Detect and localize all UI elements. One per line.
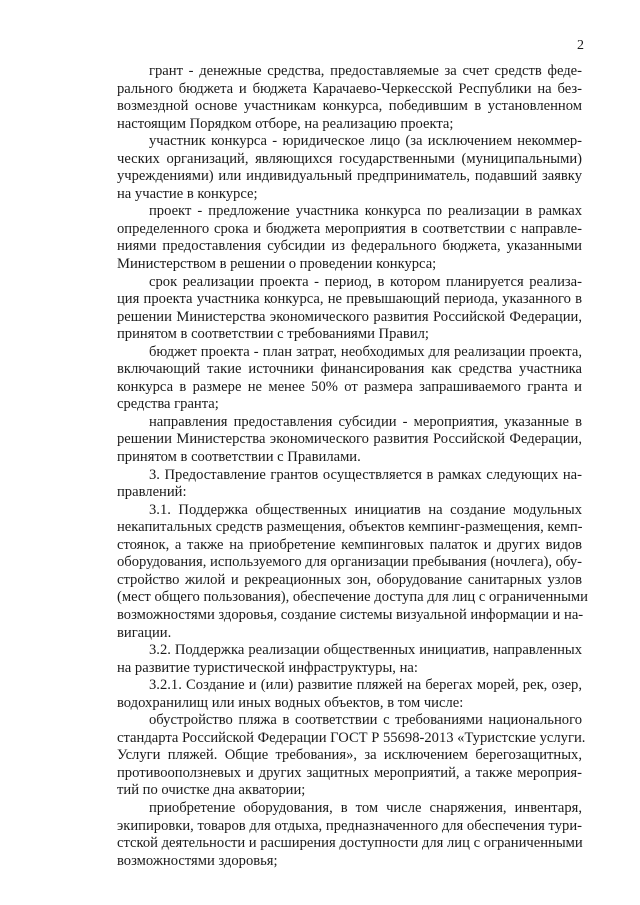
text-line: бюджет проекта - план затрат, необходимых для реализации проекта, — [149, 343, 582, 360]
paragraph — [117, 712, 586, 800]
text-line: принятом в соответствии с требованиями Правил; — [117, 326, 429, 343]
text-line: обустройство пляжа в соответствии с требованиями национального — [149, 712, 582, 729]
text-line: направления предоставления субсидии - мероприятия, указанные в — [149, 413, 582, 430]
text-line: решении Министерства экономического развития Российской Федерации, — [117, 431, 582, 448]
text-line: возмездной основе участникам конкурса, победившим в установленном — [117, 98, 582, 115]
text-line: водохранилищ или иных водных объектов, в том числе: — [117, 694, 464, 711]
text-line: на участие в конкурсе; — [117, 185, 258, 202]
text-line: экипировки, товаров для отдыха, предназначенного для обеспечения тури- — [117, 817, 582, 834]
text-line: 3. Предоставление грантов осуществляется в рамках следующих на- — [149, 466, 582, 483]
text-line: вигации. — [117, 624, 172, 641]
text-line: настоящим Порядком отборе, на реализацию проекта; — [117, 115, 454, 132]
text-line: учреждениями) или индивидуальный предприниматель, подавший заявку — [117, 168, 582, 185]
paragraph — [117, 274, 582, 344]
paragraph — [117, 63, 582, 133]
document-body — [117, 63, 588, 870]
text-line: срок реализации проекта - период, в котором планируется реализа- — [149, 273, 582, 290]
text-line: конкурса в размере не менее 50% от размера запрашиваемого гранта и — [117, 378, 582, 395]
paragraph — [117, 467, 582, 502]
paragraph — [117, 800, 582, 870]
page-number: 2 — [577, 38, 584, 53]
text-line: стской деятельности и расширения доступности для лиц с ограниченными — [117, 835, 583, 852]
text-line: ческих организаций, являющихся государственными (муниципальными) — [117, 150, 582, 167]
text-line: стройство жилой и рекреационных зон, оборудование санитарных узлов — [117, 571, 582, 588]
text-line: средства гранта; — [117, 396, 219, 413]
text-line: приобретение оборудования, в том числе снаряжения, инвентаря, — [149, 799, 582, 816]
text-line: рального бюджета и бюджета Карачаево-Черкесской Республики на без- — [117, 80, 582, 97]
text-line: ниями предоставления субсидии из федерального бюджета, указанными — [117, 238, 582, 255]
paragraph — [117, 344, 582, 414]
text-line: противооползневых и других защитных мероприятий, а также мероприя- — [117, 764, 582, 781]
text-line: стоянок, а также на приобретение кемпинговых палаток и других видов — [117, 536, 582, 553]
text-line: возможностями здоровья, создание системы визуальной информации и на- — [117, 606, 584, 623]
text-line: на развитие туристической инфраструктуры, на: — [117, 659, 418, 676]
text-line: участник конкурса - юридическое лицо (за исключением некоммер- — [149, 133, 582, 150]
paragraph — [117, 642, 582, 677]
text-line: тий по очистке дна акватории; — [117, 782, 306, 799]
text-line: решении Министерства экономического развития Российской Федерации, — [117, 308, 582, 325]
text-line: Министерством в решении о проведении конкурса; — [117, 256, 437, 273]
paragraph — [117, 414, 582, 467]
text-line: 3.2. Поддержка реализации общественных инициатив, направленных — [149, 642, 582, 659]
text-line: 3.2.1. Создание и (или) развитие пляжей на берегах морей, рек, озер, — [149, 677, 582, 694]
text-line: оборудования, используемого для организации пребывания (ночлега), обу- — [117, 554, 582, 571]
text-line: (мест общего пользования), обеспечение доступа для лиц с ограниченными — [117, 589, 588, 606]
text-line: определенного срока и бюджета мероприятия в соответствии с направле- — [117, 220, 582, 237]
text-line: проект - предложение участника конкурса по реализации в рамках — [149, 203, 582, 220]
text-line: Услуги пляжей. Общие требования», за исключением берегозащитных, — [117, 747, 582, 764]
text-line: стандарта Российской Федерации ГОСТ Р 55698-2013 «Туристские услуги. — [117, 729, 586, 746]
text-line: возможностями здоровья; — [117, 852, 278, 869]
paragraph — [117, 677, 582, 712]
paragraph — [117, 203, 582, 273]
paragraph — [117, 501, 588, 642]
text-line: принятом в соответствии с Правилами. — [117, 449, 361, 466]
text-line: некапитальных средств размещения, объектов кемпинг-размещения, кемп- — [117, 519, 583, 536]
text-line: правлений: — [117, 484, 187, 501]
text-line: ция проекта участника конкурса, не превышающий периода, указанного в — [117, 291, 582, 308]
text-line: грант - денежные средства, предоставляемые за счет средств феде- — [149, 63, 582, 79]
text-line: включающий такие источники финансирования как средства участника — [117, 361, 582, 378]
paragraph — [117, 133, 582, 203]
text-line: 3.1. Поддержка общественных инициатив на создание модульных — [149, 501, 582, 518]
